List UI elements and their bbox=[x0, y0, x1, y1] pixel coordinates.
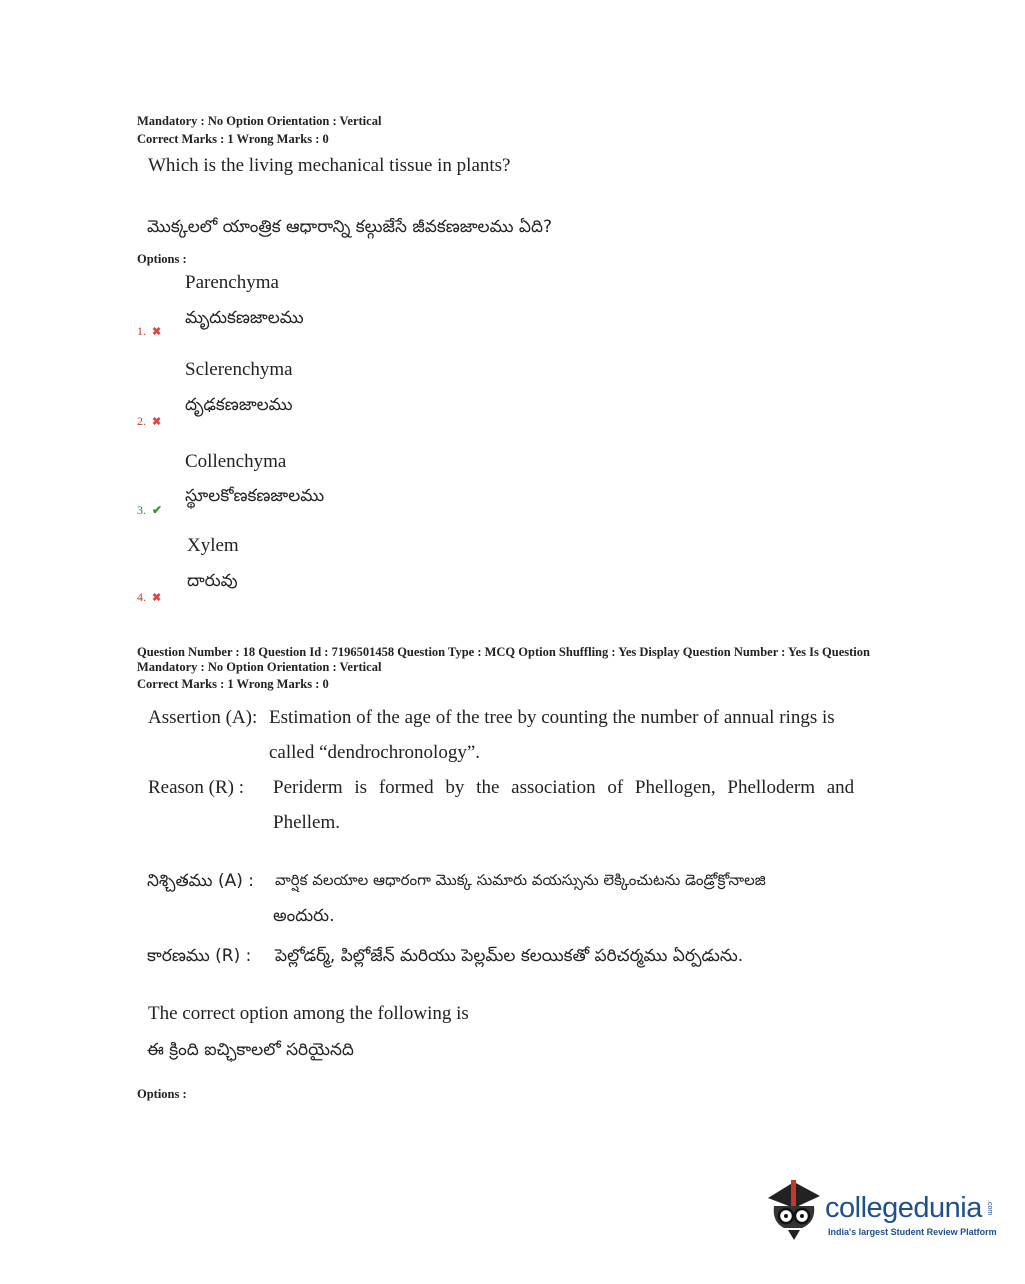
assertion-te-label: నిశ్చితము (A) : bbox=[147, 871, 254, 891]
reason-te-line1: పెల్లోడర్మ్, పిల్లోజేన్ మరియు పెల్లమ్‌ల కలయికతో పరిచర్మము ఏర్పడును. bbox=[275, 946, 744, 966]
q18-meta-line1: Question Number : 18 Question Id : 7196501458 Question Type : MCQ Option Shuffling : Yes Display Question Number : Yes Is Question bbox=[137, 645, 870, 659]
q17-question-en: Which is the living mechanical tissue in plants? bbox=[148, 155, 511, 176]
assertion-line2: called “dendrochronology”. bbox=[269, 742, 481, 763]
option-2-en: Sclerenchyma bbox=[185, 359, 293, 380]
option-3-te: స్థూలకోణకణజాలము bbox=[185, 486, 325, 506]
q18-prompt-te: ఈ క్రింది ఐచ్ఛికాలలో సరియైనది bbox=[147, 1040, 354, 1060]
reason-line1: Periderm is formed by the association of Phellogen, Phelloderm and bbox=[273, 777, 855, 798]
wrong-mark-icon: ✖ bbox=[152, 326, 162, 338]
q17-meta-line2: Correct Marks : 1 Wrong Marks : 0 bbox=[137, 132, 329, 146]
q18-options-label: Options : bbox=[137, 1087, 187, 1101]
q17-question-te: మొక్కలలో యాంత్రిక ఆధారాన్ని కల్గుజేసే జీవకణజాలము ఏది? bbox=[147, 217, 552, 237]
option-2-number: 2. ✖ bbox=[137, 414, 162, 428]
assertion-label: Assertion (A): bbox=[148, 707, 258, 728]
option-1-te: మృదుకణజాలము bbox=[185, 308, 304, 328]
collegedunia-logo bbox=[766, 1178, 996, 1248]
logo-tagline: India's largest Student Review Platform bbox=[828, 1227, 997, 1237]
reason-label: Reason (R) : bbox=[148, 777, 245, 798]
option-2-te: దృఢకణజాలము bbox=[185, 395, 293, 415]
correct-check-icon: ✔ bbox=[152, 503, 163, 517]
option-4-number: 4. ✖ bbox=[137, 590, 162, 604]
q18-prompt-en: The correct option among the following is bbox=[148, 1003, 469, 1024]
q18-meta-line2: Mandatory : No Option Orientation : Vertical bbox=[137, 660, 382, 674]
logo-domain: .com bbox=[986, 1200, 993, 1216]
assertion-line1: Estimation of the age of the tree by counting the number of annual rings is bbox=[269, 707, 835, 728]
q17-meta-line1: Mandatory : No Option Orientation : Vertical bbox=[137, 114, 382, 128]
wrong-mark-icon: ✖ bbox=[152, 592, 162, 604]
logo-wordmark: collegedunia bbox=[825, 1192, 982, 1224]
q17-options-label: Options : bbox=[137, 252, 187, 266]
wrong-mark-icon: ✖ bbox=[152, 416, 162, 428]
assertion-te-line1: వార్షిక వలయాల ఆధారంగా మొక్క సుమారు వయస్సును లెక్కించుటను డెండ్రోక్రోనాలజి bbox=[275, 871, 766, 889]
q18-meta-line3: Correct Marks : 1 Wrong Marks : 0 bbox=[137, 677, 329, 691]
assertion-te-line2: అందురు. bbox=[273, 906, 335, 926]
option-3-en: Collenchyma bbox=[185, 451, 287, 472]
option-1-number: 1. ✖ bbox=[137, 324, 162, 338]
option-4-en: Xylem bbox=[187, 535, 239, 556]
student-mascot-icon bbox=[766, 1178, 824, 1248]
reason-line2: Phellem. bbox=[273, 812, 341, 833]
option-4-te: దారువు bbox=[187, 571, 238, 591]
option-1-en: Parenchyma bbox=[185, 272, 279, 293]
option-3-number: 3. ✔ bbox=[137, 503, 163, 517]
reason-te-label: కారణము (R) : bbox=[147, 946, 252, 966]
